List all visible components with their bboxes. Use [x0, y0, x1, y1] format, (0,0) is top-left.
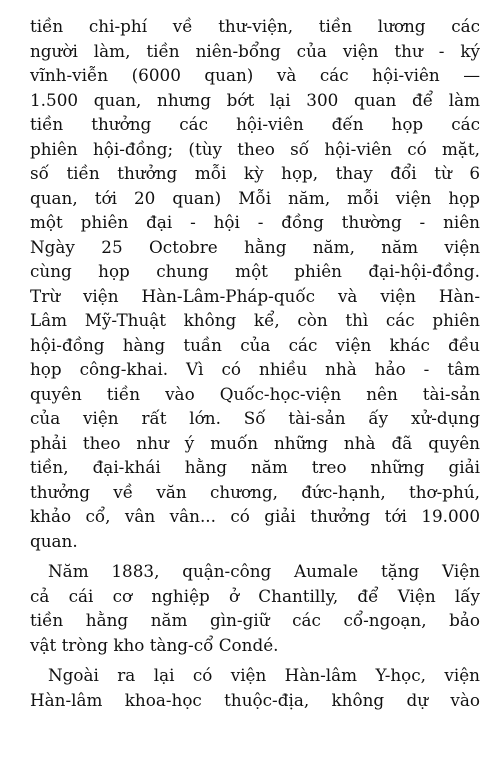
text-line: Năm 1883, quận-công Aumale tặng Viện: [48, 561, 480, 581]
text-line: tiền chi-phí về thư-viện, tiền lương các: [30, 16, 480, 36]
text-line: vật tròng kho tàng-cổ Condé.: [30, 634, 279, 655]
text-line: họp công-khai. Vì có nhiều nhà hảo - tâm: [30, 359, 480, 379]
text-line: quyên tiền vào Quốc-học-viện nên tài-sản: [30, 383, 480, 404]
text-line: thưởng về văn chương, đức-hạnh, thơ-phú,: [30, 481, 480, 502]
text-line: số tiền thưởng mỗi kỳ họp, thay đổi từ 6: [30, 163, 480, 183]
text-line: vĩnh-viễn (6000 quan) và các hội-viên —: [30, 65, 480, 85]
text-line: khảo cổ, vân vân... có giải thưởng tới 19.000: [30, 506, 480, 526]
text-line: Hàn-lâm khoa-học thuộc-địa, không dự vào: [30, 689, 480, 710]
text-line: của viện rất lớn. Số tài-sản ấy xử-dụng: [30, 408, 480, 428]
text-line: phải theo như ý muốn những nhà đã quyên: [30, 432, 480, 453]
text-line: Lâm Mỹ-Thuật không kể, còn thì các phiên: [30, 310, 480, 330]
text-line: hội-đồng hàng tuần của các viện khác đều: [30, 334, 480, 355]
text-line: Trừ viện Hàn-Lâm-Pháp-quốc và viện Hàn-: [30, 285, 480, 306]
paragraph-2: [30, 559, 480, 657]
text-line: Ngày 25 Octobre hằng năm, năm viện: [30, 236, 480, 257]
text-line: tiền thưởng các hội-viên đến họp các: [30, 114, 480, 134]
text-line: người làm, tiền niên-bổng của viện thư - ký: [30, 40, 480, 61]
text-line: 1.500 quan, nhưng bớt lại 300 quan để làm: [30, 89, 480, 110]
text-line: Ngoài ra lại có viện Hàn-lâm Y-học, viện: [48, 665, 480, 685]
text-line: cả cái cơ nghiệp ở Chantilly, để Viện lấy: [30, 585, 480, 606]
text-line: tiền hằng năm gìn-giữ các cổ-ngoạn, bảo: [30, 610, 480, 630]
text-line: phiên hội-đồng; (tùy theo số hội-viên có mặt,: [30, 138, 480, 159]
text-line: một phiên đại - hội - đồng thường - niên: [30, 212, 480, 232]
document-page: [30, 14, 480, 712]
text-line: tiền, đại-khái hằng năm treo những giải: [30, 457, 480, 477]
text-line: cùng họp chung một phiên đại-hội-đồng.: [30, 261, 480, 281]
paragraph-1: [30, 14, 480, 553]
text-line: quan, tới 20 quan) Mỗi năm, mỗi viện họp: [30, 187, 480, 208]
paragraph-3: [30, 663, 480, 712]
text-line: quan.: [30, 530, 78, 551]
